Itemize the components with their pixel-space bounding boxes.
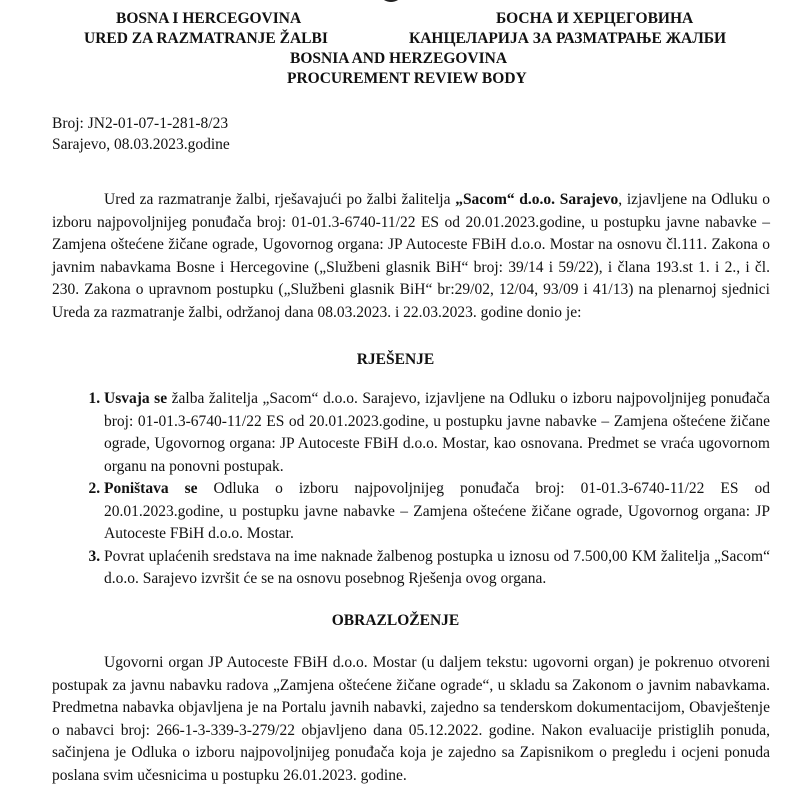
appellant-name: „Sacom“ d.o.o. Sarajevo [455, 191, 619, 208]
decision-item-bold: Usvaja se [104, 390, 168, 407]
decision-item [104, 478, 770, 546]
decision-item-bold: Poništava se [104, 480, 198, 497]
header-right-line2: КАНЦЕЛАРИЈА ЗА РАЗМАТРАЊЕ ЖАЛБИ [409, 30, 727, 47]
decision-item-text: Odluka o izboru najpovoljnijeg ponuđača broj: 01-01.3-6740-11/22 ES od 20.01.2023.godine, u postupku javne nabavke – Zamjena oštećene žičane ograde, Ugovornog organa: JP Autoceste FBiH d.o.o. Mostar. [104, 480, 770, 542]
header-right-line1: БОСНА И ХЕРЦЕГОВИНА [496, 10, 694, 27]
decision-item-text: Povrat uplaćenih sredstava na ime naknade žalbenog postupka u iznosu od 7.500,00 KM žalitelja „Sacom“ d.o.o. Sarajevo izvršit će se na osnovu posebnog Rješenja ovog organa. [104, 547, 770, 587]
intro-text-a: Ured za razmatranje žalbi, rješavajući po žalbi žalitelja [104, 191, 456, 208]
decision-item [104, 388, 770, 478]
reasoning-heading: OBRAZLOŽENJE [331, 612, 460, 629]
header-left-line1: BOSNA I HERCEGOVINA [116, 10, 302, 27]
decision-item-text: žalba žalitelja „Sacom“ d.o.o. Sarajevo, izjavljene na Odluku o izboru najpovoljnijeg ponuđača broj: 01-01.3-6740-11/22 ES od 20.01.2023.godine, u postupku javne nabavke – Zamjena oštećene žičane ograde, Ugovornog organa: JP Autoceste FBiH d.o.o. Mostar, kao osnovana. Predmet se vraća ugovornom organu na ponovni postupak. [104, 390, 770, 475]
document-number: Broj: JN2-01-07-1-281-8/23 [52, 115, 229, 132]
intro-text-c: , izjavljene na Odluku o izboru najpovoljnijeg ponuđača broj: 01-01.3-6740-11/22 ES od 20.01.2023.godine, u postupku javne nabavke – Zamjena oštećene žičane ograde, Ugovornog organa: JP Autoceste FBiH d.o.o. Mostar na osnovu čl.111. Zakona o javnim nabavkama Bosne i Hercegovine („Službeni glasnik BiH“ broj: 39/14 i 59/22), i člana 193.st 1. i 2., i čl. 230. Zakona o upravnom postupku („Službeni glasnik BiH“ br:29/02, 12/04, 93/09 i 41/13) na plenarnoj sjednici Ureda za razmatranje žalbi, održanoj dana 08.03.2023. i 22.03.2023. godine donio je: [52, 191, 771, 321]
coat-of-arms-icon [380, 0, 402, 6]
intro-paragraph [52, 189, 770, 324]
decision-heading: RJEŠENJE [356, 351, 435, 368]
decision-list [52, 388, 770, 591]
header-center-line2: PROCUREMENT REVIEW BODY [287, 70, 527, 87]
header-center-line1: BOSNIA AND HERZEGOVINA [290, 50, 508, 67]
decision-item [104, 546, 770, 591]
reasoning-paragraph: Ugovorni organ JP Autoceste FBiH d.o.o. Mostar (u daljem tekstu: ugovorni organ) je pokrenuo otvoreni postupak za javnu nabavku radova „Zamjena oštećene žičane ograde“, u skladu sa Zakonom o javnim nabavkama. Predmetna nabavka objavljena je na Portalu javnih nabavki, zajedno sa tenderskom dokumentacijom, Obavještenje o nabavci broj: 266-1-3-339-3-279/22 objavljeno dana 05.12.2022. godine. Nakon evaluacije pristiglih ponuda, sačinjena je Odluka o izboru najpovoljnijeg ponuđača koja je zajedno sa Zapisnikom o pregledu i ocjeni ponuda poslana svim učesnicima u postupku 26.01.2023. godine. [52, 654, 770, 784]
header-left-line2: URED ZA RAZMATRANJE ŽALBI [84, 30, 328, 47]
place-date: Sarajevo, 08.03.2023.godine [52, 136, 230, 153]
